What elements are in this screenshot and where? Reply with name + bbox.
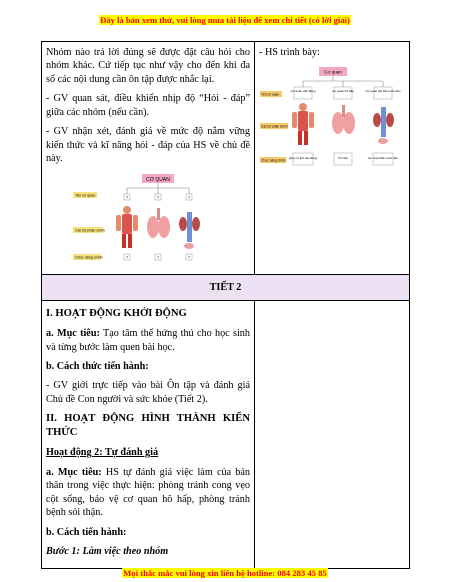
row-label: Các bộ phận chính [75, 228, 106, 233]
activity-cell [42, 42, 255, 275]
preview-banner: Đây là bản xem thử, vui lòng mua tài liệu để xem chi tiết (có lời giải) [100, 15, 350, 25]
svg-text:lọc máu thải nước tiểu: lọc máu thải nước tiểu [368, 156, 398, 161]
objective: a. Mục tiêu: Tạo tâm thế hứng thú cho học sinh và từng bước làm quen bài học. [46, 328, 250, 353]
svg-text:?: ? [187, 254, 191, 260]
svg-text:?: ? [156, 254, 160, 260]
student-cell [255, 42, 410, 275]
row-label: Tên cơ quan [75, 193, 96, 198]
table-row [42, 42, 410, 275]
step-label: Bước 1: Làm việc theo nhóm [46, 545, 169, 557]
table-row [42, 301, 410, 569]
svg-text:Các bộ phận chính: Các bộ phận chính [261, 124, 288, 129]
section-heading: II. HOẠT ĐỘNG HÌNH THÀNH KIẾN THỨC [46, 413, 250, 439]
objective: a. Mục tiêu: HS tự đánh giá việc làm của bản thân trong việc thực hiện: phòng tránh cong vẹo cột sống, bảo vệ cơ quan hô hấp, phòng tránh bệnh sỏi thận. [46, 466, 250, 519]
svg-text:?: ? [156, 194, 160, 200]
svg-text:hô hấp: hô hấp [338, 156, 348, 161]
skeleton-muscle-figure [116, 206, 138, 248]
paragraph: Nhóm nào trả lời đúng sẽ được đặt câu hỏi cho nhóm khác. Cứ tiếp tục như vậy cho đến khi đa số các nội dung cần ôn tập được nhắc lại. [46, 47, 250, 85]
section-heading: I. HOẠT ĐỘNG KHỞI ĐỘNG [46, 308, 187, 320]
student-cell [255, 301, 410, 569]
tiet-row [42, 274, 410, 300]
lesson-table [41, 41, 410, 569]
svg-text:Cơ quan hô hấp: Cơ quan hô hấp [332, 89, 354, 94]
svg-text:giúp cơ thể vận động: giúp cơ thể vận động [288, 156, 318, 161]
activity-title: Hoạt động 2: Tự đánh giá [46, 447, 159, 459]
method-heading: b. Cách tiến hành: [46, 526, 127, 538]
svg-text:Cơ quan: Cơ quan [324, 69, 342, 75]
tiet-title: TIẾT 2 [42, 274, 410, 300]
svg-text:Chức năng chính: Chức năng chính [261, 158, 286, 163]
lesson-cell [42, 301, 255, 569]
hotline-banner: Mọi thắc mắc vui lòng xin liên hệ hotline: 084 283 45 85 [123, 568, 327, 578]
organ-diagram [72, 172, 222, 270]
svg-text:?: ? [187, 194, 191, 200]
svg-text:Tên cơ quan: Tên cơ quan [261, 92, 280, 97]
diagram-title: CƠ QUAN [146, 176, 170, 183]
paragraph: - GV nhận xét, đánh giá về mức độ nắm vững kiến thức và kĩ năng hỏi - đáp của HS về chủ đề này. [46, 126, 250, 165]
lungs-figure [147, 208, 170, 238]
svg-text:Cơ quan bài tiết nước tiểu: Cơ quan bài tiết nước tiểu [365, 89, 401, 94]
kidneys-figure [373, 107, 394, 144]
method-heading: b. Cách thức tiến hành: [46, 360, 149, 372]
skeleton-muscle-figure [292, 103, 314, 145]
lungs-figure [332, 105, 355, 134]
paragraph: - GV quan sát, điều khiển nhịp độ “Hỏi - đáp” giữa các nhóm (nếu cần). [46, 93, 250, 118]
kidneys-figure [179, 212, 200, 249]
svg-text:Cơ quan vận động: Cơ quan vận động [290, 89, 316, 94]
svg-text:?: ? [125, 254, 129, 260]
svg-text:?: ? [125, 194, 129, 200]
paragraph: - GV giới trực tiếp vào bài Ôn tập và đánh giá Chủ đề Con người và sức khỏe (Tiết 2). [46, 380, 250, 405]
student-label: - HS trình bày: [259, 47, 320, 58]
organ-answer-diagram [259, 65, 409, 185]
row-label: Chức năng chính [75, 255, 103, 260]
